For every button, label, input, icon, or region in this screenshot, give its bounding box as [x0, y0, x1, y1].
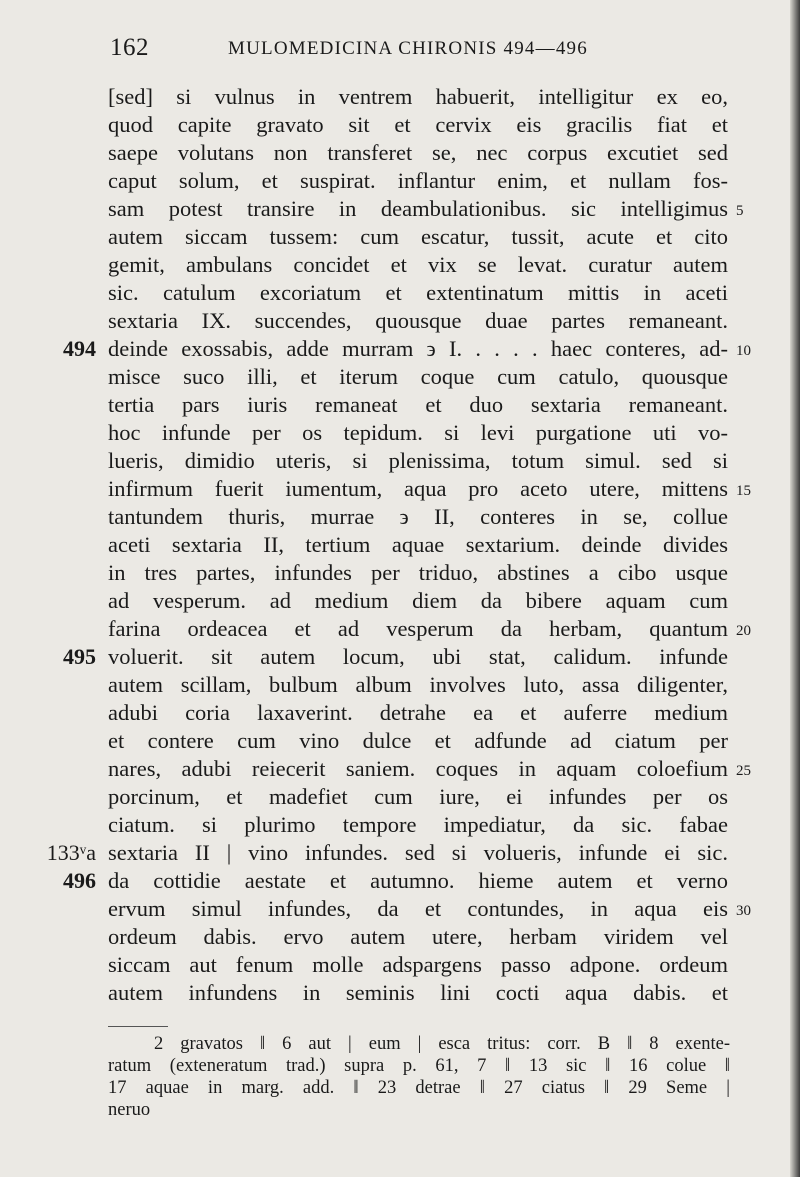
line-number: 20 [736, 623, 751, 639]
text-line [0, 979, 800, 1007]
text-line [0, 83, 800, 111]
line-text: autem scillam, bulbum album involves luto, assa diligenter, [108, 672, 728, 697]
page-header [0, 34, 800, 64]
line-text: voluerit. sit autem locum, ubi stat, calidum. infunde [108, 644, 728, 669]
line-text: ciatum. si plurimo tempore impediatur, da sic. fabae [108, 812, 728, 837]
text-line [0, 279, 800, 307]
text-line [0, 447, 800, 475]
line-number: 10 [736, 343, 751, 359]
line-text: quod capite gravato sit et cervix eis gracilis fiat et [108, 112, 728, 137]
footnote-line: 17 aquae in marg. add. ‖ 23 detrae ‖ 27 ciatus ‖ 29 Seme | [108, 1078, 730, 1098]
line-text: ervum simul infundes, da et contundes, in aqua eis [108, 896, 728, 921]
text-line [0, 223, 800, 251]
text-line [0, 699, 800, 727]
line-number: 15 [736, 483, 751, 499]
text-line [0, 895, 800, 923]
text-line [0, 727, 800, 755]
footnote-rule [108, 1026, 168, 1027]
page-number: 162 [110, 34, 149, 61]
text-line [0, 671, 800, 699]
text-line [0, 391, 800, 419]
text-line [0, 839, 800, 867]
running-title: MULOMEDICINA CHIRONIS 494—496 [228, 38, 588, 59]
line-text: ad vesperum. ad medium diem da bibere aquam cum [108, 588, 728, 613]
line-text: tertia pars iuris remaneat et duo sextaria remaneant. [108, 392, 728, 417]
section-number: 496 [63, 868, 96, 893]
footnote-line: ratum (exteneratum trad.) supra p. 61, 7 ‖ 13 sic ‖ 16 colue ‖ [108, 1056, 730, 1076]
line-text: autem siccam tussem: cum escatur, tussit, acute et cito [108, 224, 728, 249]
text-line [0, 867, 800, 895]
text-line [0, 755, 800, 783]
line-text: deinde exossabis, adde murram ϶ I. . . . . haec conteres, ad- [108, 336, 728, 361]
line-text: caput solum, et suspirat. inflantur enim, et nullam fos- [108, 168, 728, 193]
line-text: siccam aut fenum molle adspargens passo adpone. ordeum [108, 952, 728, 977]
line-text: aceti sextaria II, tertium aquae sextarium. deinde divides [108, 532, 728, 557]
line-number: 30 [736, 903, 751, 919]
line-number: 5 [736, 203, 744, 219]
critical-apparatus [108, 1026, 730, 1121]
line-text: saepe volutans non transferet se, nec corpus excutiet sed [108, 140, 728, 165]
text-line [0, 559, 800, 587]
text-line [0, 363, 800, 391]
line-text: adubi coria laxaverint. detrahe ea et auferre medium [108, 700, 728, 725]
section-number: 494 [63, 336, 96, 361]
text-line [0, 195, 800, 223]
line-text: sextaria IX. succendes, quousque duae partes remaneant. [108, 308, 728, 333]
text-line [0, 615, 800, 643]
text-line [0, 531, 800, 559]
text-line [0, 419, 800, 447]
line-number: 25 [736, 763, 751, 779]
footnote-line: 2 gravatos ‖ 6 aut | eum | esca tritus: corr. B ‖ 8 exente- [154, 1034, 730, 1054]
text-line [0, 335, 800, 363]
text-line [0, 111, 800, 139]
line-text: ordeum dabis. ervo autem utere, herbam viridem vel [108, 924, 728, 949]
text-line [0, 951, 800, 979]
text-line [0, 811, 800, 839]
text-line [0, 307, 800, 335]
section-number: 133ᵛa [46, 840, 96, 865]
line-text: misce suco illi, et iterum coque cum catulo, quousque [108, 364, 728, 389]
text-line [0, 167, 800, 195]
line-text: da cottidie aestate et autumno. hieme autem et verno [108, 868, 728, 893]
text-line [0, 923, 800, 951]
section-number: 495 [63, 644, 96, 669]
line-text: et contere cum vino dulce et adfunde ad ciatum per [108, 728, 728, 753]
footnote-line: neruo [108, 1100, 151, 1120]
line-text: sic. catulum excoriatum et extentinatum mittis in aceti [108, 280, 728, 305]
line-text: gemit, ambulans concidet et vix se levat. curatur autem [108, 252, 728, 277]
text-line [0, 643, 800, 671]
main-text-block [0, 83, 800, 1007]
line-text: sam potest transire in deambulationibus. sic intelligimus [108, 196, 728, 221]
text-line [0, 475, 800, 503]
text-line [0, 783, 800, 811]
line-text: sextaria II | vino infundes. sed si volueris, infunde ei sic. [108, 840, 728, 865]
line-text: lueris, dimidio uteris, si plenissima, totum simul. sed si [108, 448, 728, 473]
text-line [0, 139, 800, 167]
line-text: [sed] si vulnus in ventrem habuerit, intelligitur ex eo, [108, 84, 728, 109]
line-text: nares, adubi reiecerit saniem. coques in aquam coloefium [108, 756, 728, 781]
text-line [0, 503, 800, 531]
page-edge-shadow [790, 0, 800, 1177]
text-line [0, 587, 800, 615]
line-text: in tres partes, infundes per triduo, abstines a cibo usque [108, 560, 728, 585]
line-text: porcinum, et madefiet cum iure, ei infundes per os [108, 784, 728, 809]
line-text: autem infundens in seminis lini cocti aqua dabis. et [108, 980, 728, 1005]
text-line [0, 251, 800, 279]
line-text: tantundem thuris, murrae ϶ II, conteres in se, collue [108, 504, 728, 529]
line-text: farina ordeacea et ad vesperum da herbam, quantum [108, 616, 728, 641]
line-text: hoc infunde per os tepidum. si levi purgatione uti vo- [108, 420, 728, 445]
line-text: infirmum fuerit iumentum, aqua pro aceto utere, mittens [108, 476, 728, 501]
